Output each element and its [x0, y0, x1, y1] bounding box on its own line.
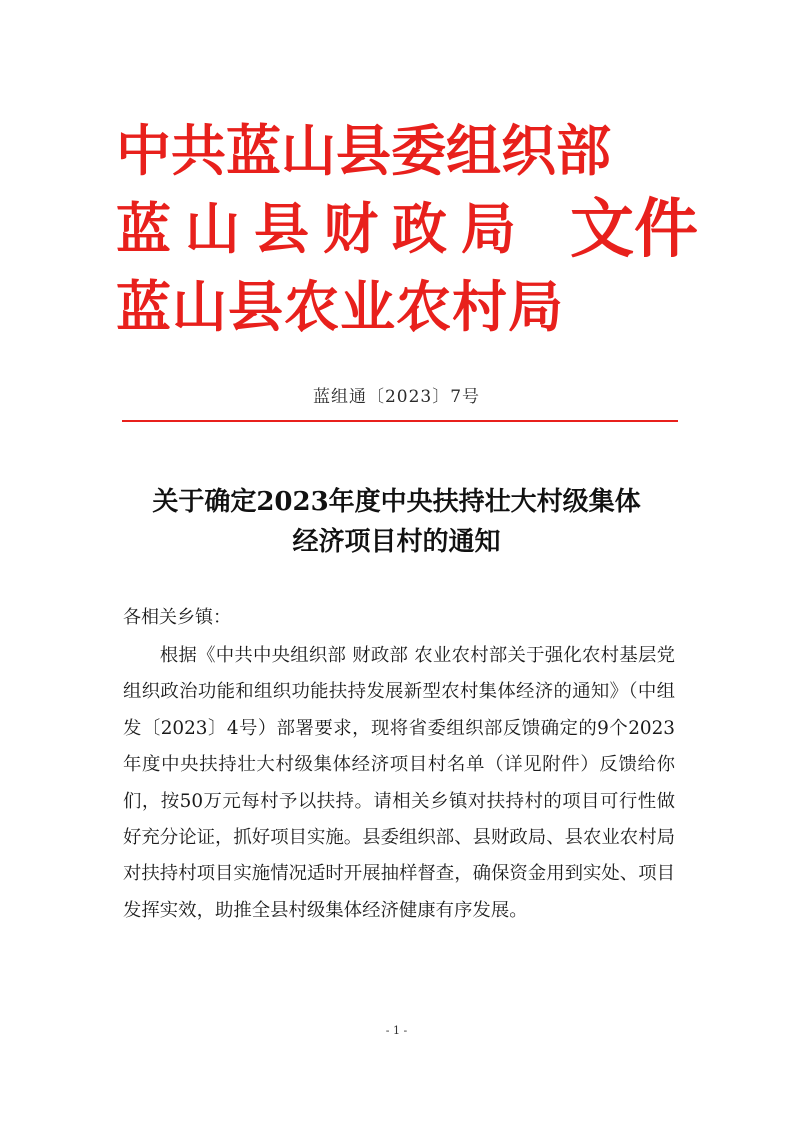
issuer-char: 山 [184, 196, 240, 261]
issuer-char: 县 [253, 196, 309, 261]
issuer-line-finance-bureau [116, 196, 516, 262]
document-title [0, 482, 793, 562]
document-number: 蓝组通〔2023〕7号 [312, 387, 481, 407]
red-divider-line [122, 420, 678, 422]
document-header [116, 118, 698, 358]
issuer-char: 政 [391, 196, 447, 261]
issuer-line-agriculture-bureau: 蓝山县农业农村局 [116, 274, 565, 339]
title-line-1: 关于确定2023年度中央扶持壮大村级集体 [152, 487, 641, 517]
salutation: 各相关乡镇： [123, 607, 231, 628]
issuer-char: 财 [322, 196, 378, 261]
document-type-label: 文件 [570, 192, 698, 267]
title-line-2: 经济项目村的通知 [292, 527, 501, 557]
body-paragraph: 根据《中共中央组织部 财政部 农业农村部关于强化农村基层党组织政治功能和组织功能扶持发展新型农村集体经济的通知》（中组发〔2023〕4号）部署要求，现将省委组织部反馈确定的9个2023年度中央扶持壮大村级集体经济项目村名单（详见附件）反馈给你们，按50万元每村予以扶持。请相关乡镇对扶持村的项目可行性做好充分论证，抓好项目实施。县委组织部、县财政局、县农业农村局对扶持村项目实施情况适时开展抽样督查，确保资金用到实处、项目发挥实效，助推全县村级集体经济健康有序发展。 [123, 645, 675, 921]
issuer-line-organization-dept: 中共蓝山县委组织部 [116, 118, 612, 183]
issuer-char: 局 [460, 196, 516, 261]
issuer-char: 蓝 [116, 196, 172, 261]
page-number: - 1 - [385, 1024, 408, 1037]
